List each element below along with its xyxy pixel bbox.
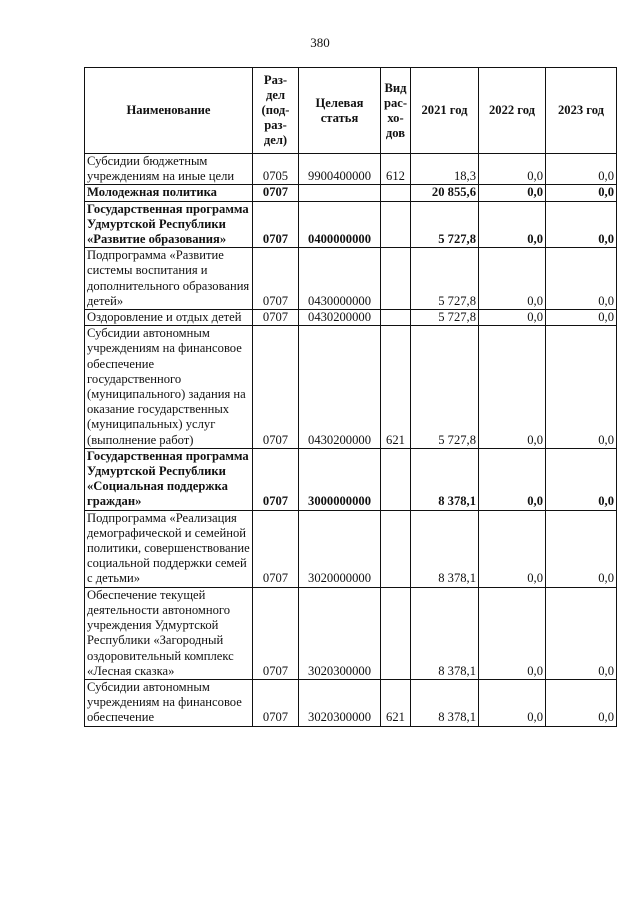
row-section: 0707: [253, 679, 299, 726]
row-value-2021: 8 378,1: [411, 679, 479, 726]
header-2022: 2022 год: [479, 68, 546, 154]
row-name: Молодежная политика: [85, 185, 253, 201]
row-value-2022: 0,0: [479, 201, 546, 248]
row-value-2023: 0,0: [546, 248, 617, 310]
table-row: [85, 310, 617, 326]
row-value-2022: 0,0: [479, 185, 546, 201]
row-value-2022: 0,0: [479, 326, 546, 449]
row-expense-type: [381, 248, 411, 310]
table-header-row: [85, 68, 617, 154]
table-row: [85, 154, 617, 185]
row-value-2023: 0,0: [546, 201, 617, 248]
row-value-2022: 0,0: [479, 679, 546, 726]
row-name: Субсидии бюджетным учреждениям на иные цели: [85, 154, 253, 185]
row-name: Государственная программа Удмуртской Республики «Социальная поддержка граждан»: [85, 448, 253, 510]
table-row: [85, 510, 617, 587]
row-value-2022: 0,0: [479, 154, 546, 185]
budget-table: [84, 67, 617, 727]
row-name: Субсидии автономным учреждениям на финансовое обеспечение: [85, 679, 253, 726]
row-value-2021: 8 378,1: [411, 448, 479, 510]
row-section: 0707: [253, 310, 299, 326]
row-name: Обеспечение текущей деятельности автономного учреждения Удмуртской Республики «Загородный оздоровительный комплекс «Лесная сказка»: [85, 587, 253, 679]
row-expense-type: [381, 185, 411, 201]
row-section: 0707: [253, 326, 299, 449]
row-name: Оздоровление и отдых детей: [85, 310, 253, 326]
header-name: Наименование: [85, 68, 253, 154]
table-row: [85, 326, 617, 449]
row-value-2023: 0,0: [546, 587, 617, 679]
row-expense-type: 612: [381, 154, 411, 185]
row-name: Подпрограмма «Реализация демографической и семейной политики, совершенствование социальной поддержки семей с детьми»: [85, 510, 253, 587]
row-article: 0430200000: [299, 326, 381, 449]
table-row: [85, 679, 617, 726]
row-article: 3020300000: [299, 587, 381, 679]
row-value-2023: 0,0: [546, 310, 617, 326]
row-value-2022: 0,0: [479, 248, 546, 310]
row-value-2021: 5 727,8: [411, 310, 479, 326]
row-expense-type: [381, 587, 411, 679]
header-2021: 2021 год: [411, 68, 479, 154]
row-article: 0430200000: [299, 310, 381, 326]
row-value-2021: 5 727,8: [411, 201, 479, 248]
row-section: 0707: [253, 510, 299, 587]
page-number: 380: [310, 35, 330, 50]
row-article: 9900400000: [299, 154, 381, 185]
row-value-2021: 8 378,1: [411, 510, 479, 587]
row-value-2023: 0,0: [546, 510, 617, 587]
row-article: 0430000000: [299, 248, 381, 310]
row-article: 3000000000: [299, 448, 381, 510]
table-row: [85, 587, 617, 679]
row-value-2022: 0,0: [479, 310, 546, 326]
row-article: [299, 185, 381, 201]
row-section: 0707: [253, 185, 299, 201]
row-name: Субсидии автономным учреждениям на финансовое обеспечение государственного (муниципального) задания на оказание государственных (муниципальных) услуг (выполнение работ): [85, 326, 253, 449]
row-value-2021: 5 727,8: [411, 248, 479, 310]
row-value-2022: 0,0: [479, 448, 546, 510]
header-section: Раз- дел (под- раз- дел): [253, 68, 299, 154]
row-name: Подпрограмма «Развитие системы воспитания и дополнительного образования детей»: [85, 248, 253, 310]
row-value-2023: 0,0: [546, 679, 617, 726]
row-value-2023: 0,0: [546, 154, 617, 185]
row-section: 0705: [253, 154, 299, 185]
table-row: [85, 448, 617, 510]
row-expense-type: 621: [381, 326, 411, 449]
row-value-2021: 18,3: [411, 154, 479, 185]
row-value-2023: 0,0: [546, 326, 617, 449]
row-value-2023: 0,0: [546, 185, 617, 201]
row-section: 0707: [253, 248, 299, 310]
row-value-2021: 8 378,1: [411, 587, 479, 679]
row-name: Государственная программа Удмуртской Республики «Развитие образования»: [85, 201, 253, 248]
row-value-2022: 0,0: [479, 510, 546, 587]
table-row: [85, 248, 617, 310]
row-expense-type: [381, 510, 411, 587]
header-article: Целевая статья: [299, 68, 381, 154]
row-expense-type: [381, 310, 411, 326]
row-article: 3020300000: [299, 679, 381, 726]
row-article: 0400000000: [299, 201, 381, 248]
row-value-2021: 20 855,6: [411, 185, 479, 201]
row-expense-type: 621: [381, 679, 411, 726]
row-expense-type: [381, 201, 411, 248]
row-section: 0707: [253, 201, 299, 248]
table-row: [85, 185, 617, 201]
table-row: [85, 201, 617, 248]
header-2023: 2023 год: [546, 68, 617, 154]
row-value-2021: 5 727,8: [411, 326, 479, 449]
row-article: 3020000000: [299, 510, 381, 587]
row-value-2023: 0,0: [546, 448, 617, 510]
row-section: 0707: [253, 448, 299, 510]
row-expense-type: [381, 448, 411, 510]
row-value-2022: 0,0: [479, 587, 546, 679]
row-section: 0707: [253, 587, 299, 679]
header-expense-type: Вид рас- хо- дов: [381, 68, 411, 154]
